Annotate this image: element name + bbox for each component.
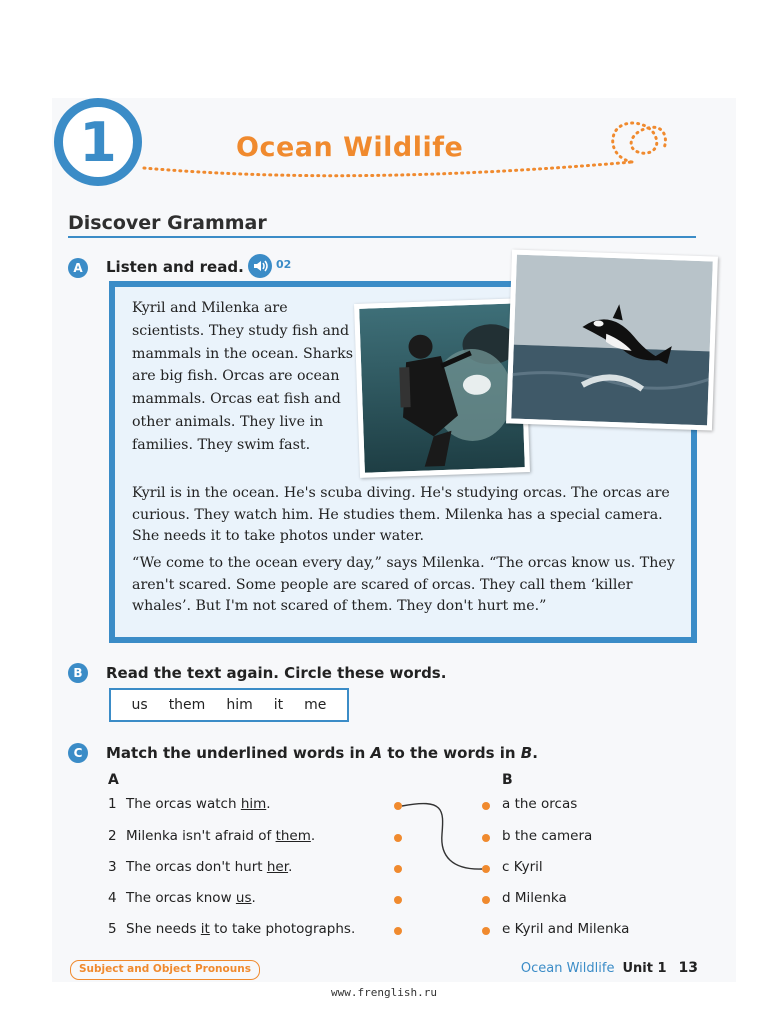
- right-row: [502, 828, 592, 844]
- instruction-part: .: [532, 744, 538, 762]
- word-item[interactable]: me: [304, 697, 327, 713]
- underlined-word: them: [275, 828, 311, 844]
- reading-paragraph-1: Kyril and Milenka are scientists. They study fish and mammals in the ocean. Sharks are big fish. Orcas are ocean mammals. Orcas eat fish and other animals. They live in families. They swim fast.: [132, 300, 354, 453]
- page-footer: [521, 960, 698, 976]
- section-a-instruction: Listen and read.: [106, 258, 244, 276]
- reading-paragraph-2: Kyril is in the ocean. He's scuba diving. He's studying orcas. The orcas are curious. They watch him. He studies them. Milenka has a special camera. She needs it to take photos under water.: [132, 485, 670, 544]
- footer-unit-label: Unit 1: [622, 961, 667, 976]
- column-a-header: A: [108, 772, 119, 788]
- instruction-part: Match the underlined words in: [106, 744, 371, 762]
- grammar-topic-label: Subject and Object Pronouns: [70, 960, 260, 980]
- page-title: Ocean Wildlife: [236, 132, 464, 163]
- right-row: [502, 796, 577, 812]
- left-row-number: 4: [108, 890, 117, 906]
- underlined-word: it: [200, 921, 210, 937]
- underlined-word: her: [266, 859, 289, 875]
- unit-number: 1: [79, 110, 117, 174]
- right-row: [502, 859, 543, 875]
- right-row-text: Kyril and Milenka: [514, 921, 630, 937]
- row-text-part: She needs: [126, 921, 201, 937]
- row-text-part: The orcas don't hurt: [126, 859, 267, 875]
- section-title: Discover Grammar: [68, 212, 267, 234]
- right-row-text: Milenka: [514, 890, 567, 906]
- right-row-letter: b: [502, 828, 511, 844]
- section-a-badge: A: [68, 258, 88, 278]
- right-row-text: the camera: [514, 828, 593, 844]
- right-row-letter: c: [502, 859, 510, 875]
- row-text-part: The orcas watch: [126, 796, 241, 812]
- left-row-number: 3: [108, 859, 117, 875]
- footer-unit-name: Ocean Wildlife: [520, 961, 615, 976]
- section-b-badge: B: [68, 663, 88, 683]
- watermark: www.frenglish.ru: [331, 986, 437, 999]
- row-text-part: The orcas know: [126, 890, 236, 906]
- textbook-page: [52, 98, 736, 982]
- reading-paragraph-3: “We come to the ocean every day,” says Milenka. “The orcas know us. They aren't scared. Some people are scared of orcas. They call them ‘killer whales’. But I'm not scared of them. They don't hurt me.”: [132, 555, 675, 614]
- right-row-letter: d: [502, 890, 511, 906]
- right-row: [502, 921, 629, 937]
- section-b-instruction: Read the text again. Circle these words.: [106, 664, 447, 682]
- row-text-part: to take photographs.: [209, 921, 356, 937]
- right-row: [502, 890, 567, 906]
- instruction-part: to the words in: [382, 744, 521, 762]
- instruction-part: A: [370, 744, 383, 762]
- right-row-letter: a: [502, 796, 511, 812]
- word-item[interactable]: him: [226, 697, 253, 713]
- left-row-number: 5: [108, 921, 117, 937]
- row-text-part: Milenka isn't afraid of: [126, 828, 276, 844]
- word-item[interactable]: them: [168, 697, 206, 713]
- column-b-header: B: [502, 772, 513, 788]
- word-item[interactable]: us: [131, 697, 148, 713]
- right-row-letter: e: [502, 921, 511, 937]
- page-number: 13: [678, 960, 698, 976]
- row-text-part: .: [266, 796, 271, 812]
- row-text-part: .: [251, 890, 256, 906]
- instruction-part: B: [520, 744, 533, 762]
- left-row-number: 1: [108, 796, 117, 812]
- right-row-text: Kyril: [513, 859, 543, 875]
- example-match-line: [52, 98, 736, 982]
- underlined-word: him: [240, 796, 267, 812]
- row-text-part: .: [288, 859, 293, 875]
- audio-track-number: 02: [276, 258, 292, 271]
- right-row-text: the orcas: [514, 796, 578, 812]
- left-row-number: 2: [108, 828, 117, 844]
- word-item[interactable]: it: [273, 697, 284, 713]
- section-c-badge: C: [68, 743, 88, 763]
- underlined-word: us: [235, 890, 252, 906]
- row-text-part: .: [310, 828, 316, 844]
